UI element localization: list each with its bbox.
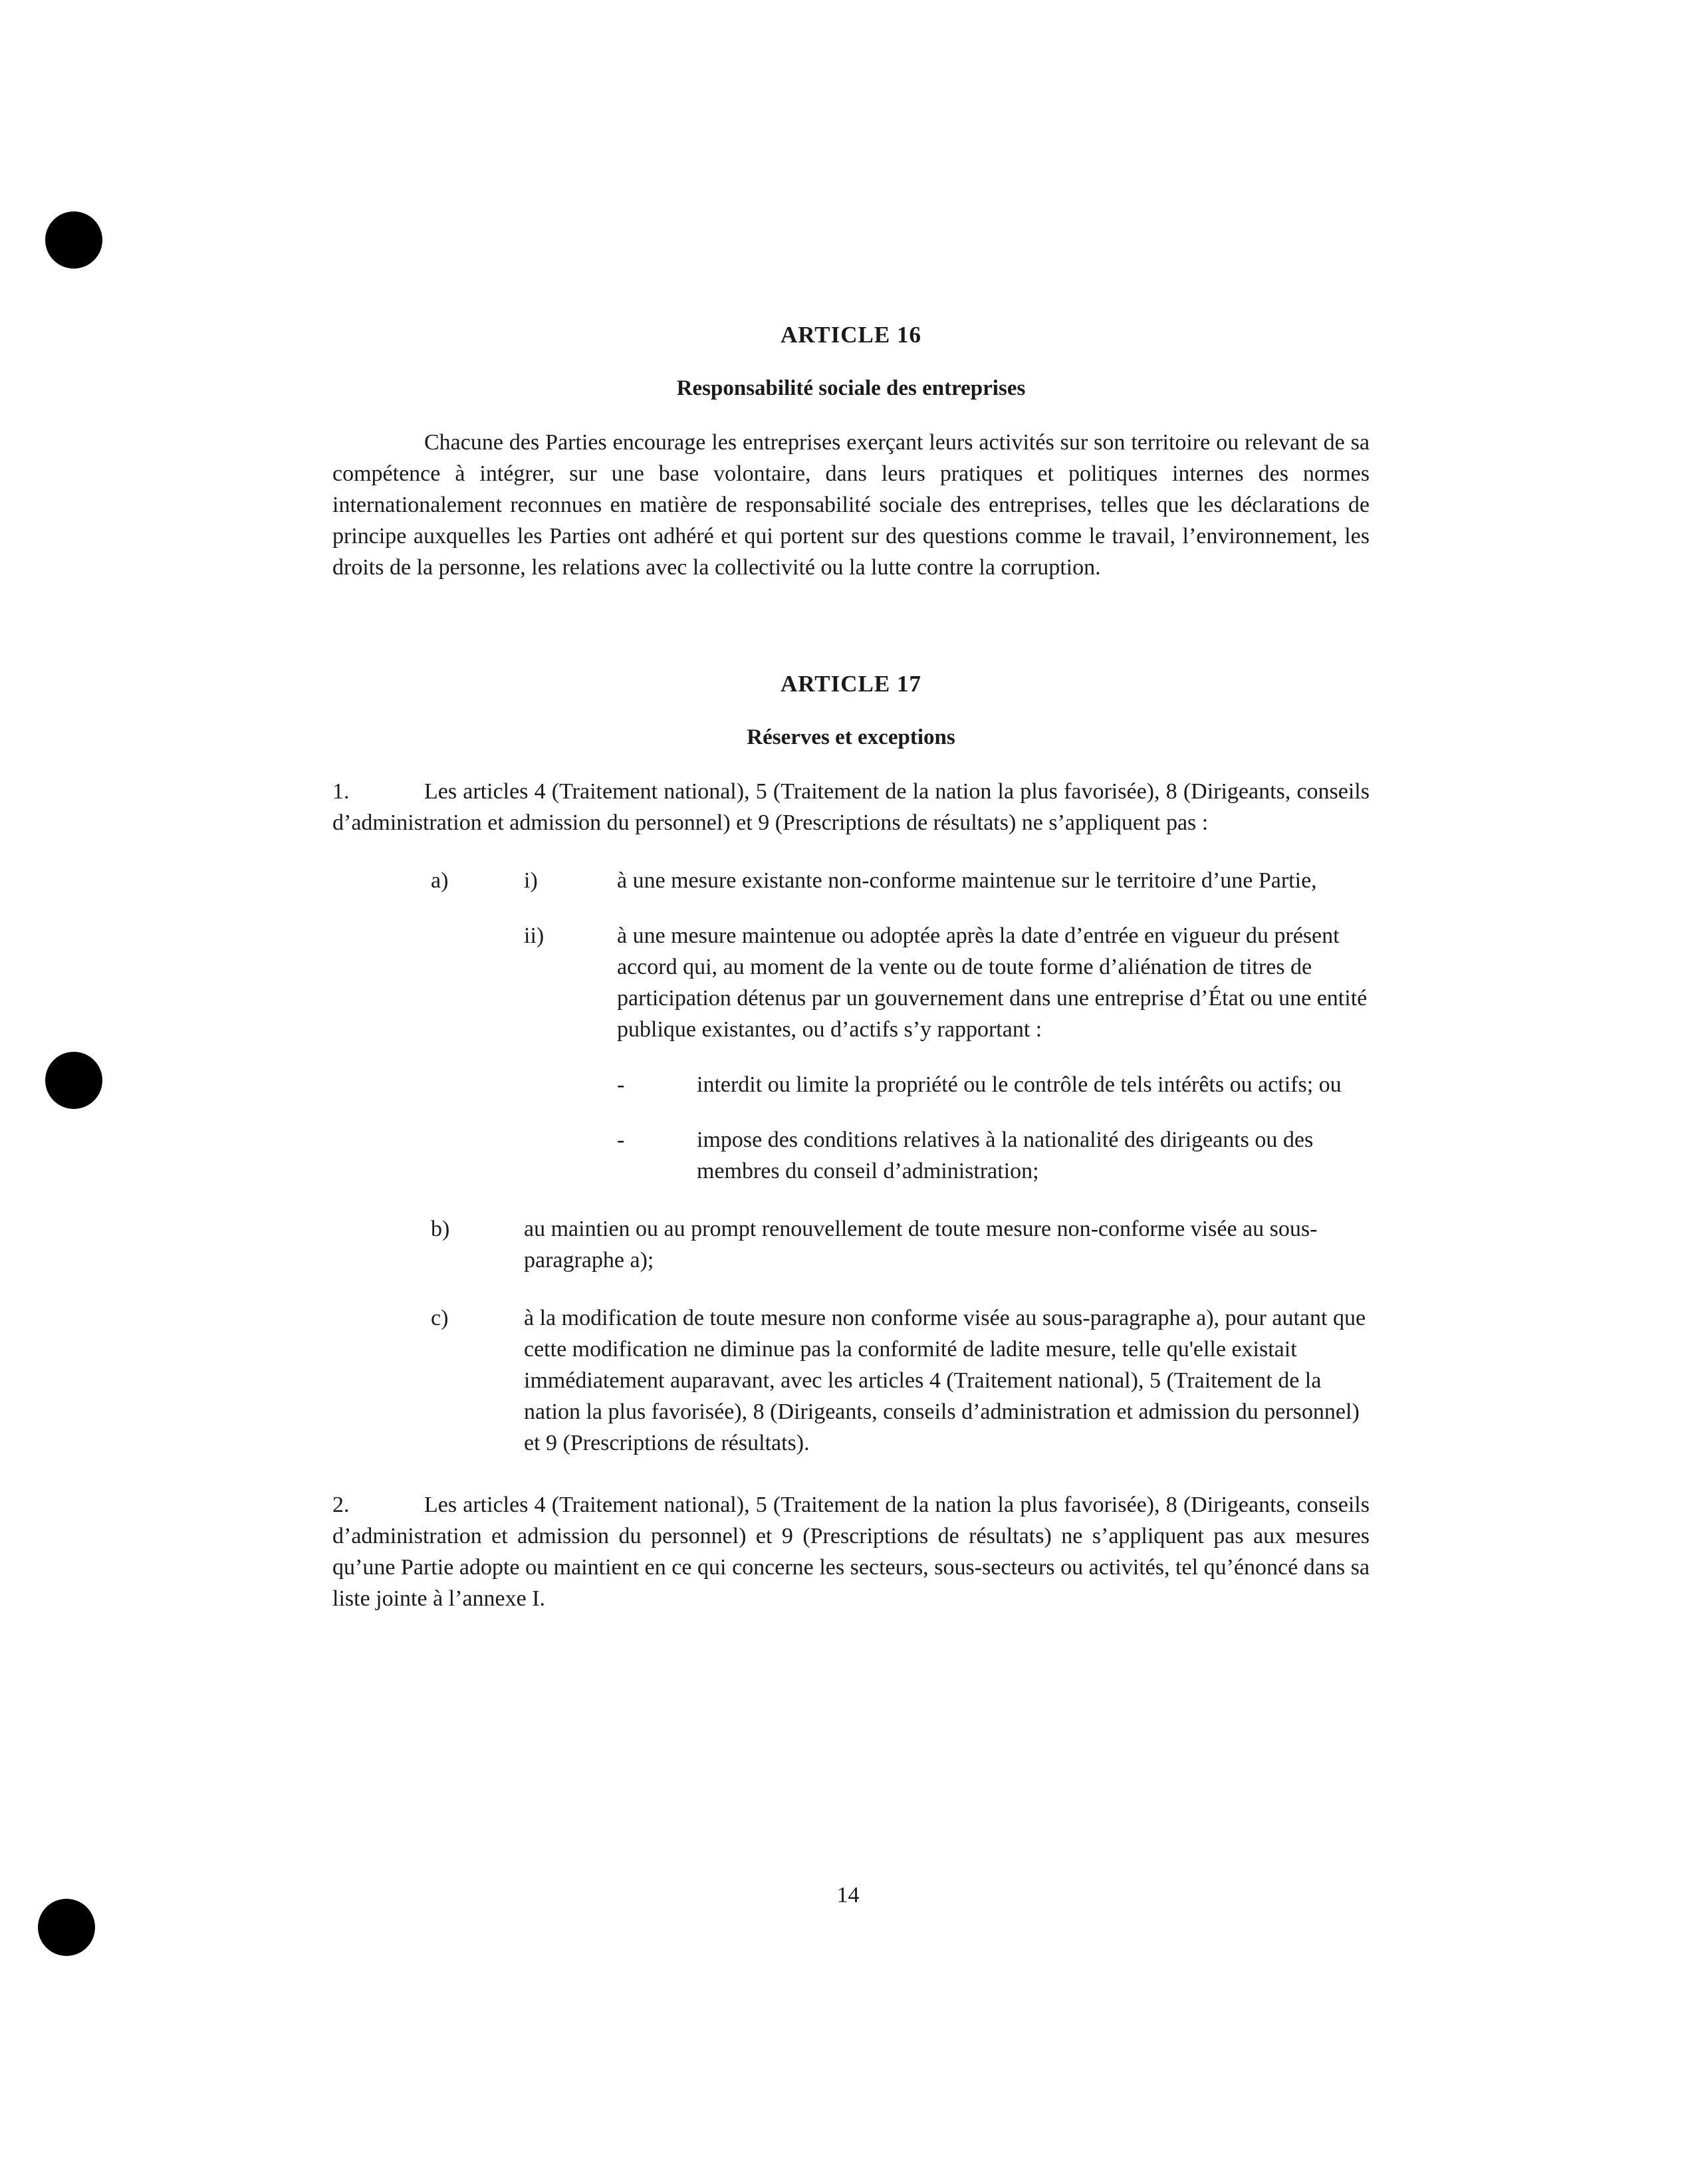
paragraph-1-body: Les articles 4 (Traitement national), 5 (Traitement de la nation la plus favorisée), 8 (Dirigeants, conseils d’administration et admission du personnel) et 9 (Prescriptions de résultats) ne s’appliquent pas : [332, 779, 1370, 835]
subparagraph-b-text: au maintien ou au prompt renouvellement de toute mesure non-conforme visée au sous-paragraphe a); [524, 1217, 1318, 1273]
article-16 [332, 319, 1370, 583]
paragraph-2-text [332, 1489, 1370, 1614]
clause-ii-item-2 [617, 1124, 1370, 1187]
clause-ii-text: à une mesure maintenue ou adoptée après la date d’entrée en vigueur du présent accord qui, au moment de la vente ou de toute forme d’aliénation de titres de participation détenus par un gouvernement dans une entreprise d’État ou une entité publique existantes, ou d’actifs s’y rapportant : [617, 923, 1368, 1042]
subparagraph-b [431, 1213, 1370, 1276]
subparagraph-a-content [524, 865, 1370, 1187]
article-16-body: Chacune des Parties encourage les entreprises exerçant leurs activités sur son territoire ou relevant de sa compétence à intégrer, sur une base volontaire, dans leurs pratiques et politiques internes des normes internationalement reconnues en matière de responsabilité sociale des entreprises, telles que les déclarations de principe auxquelles les Parties ont adhéré et qui portent sur des questions comme le travail, l’environnement, les droits de la personne, les relations avec la collectivité ou la lutte contre la corruption. [332, 430, 1370, 580]
punch-hole-middle [45, 1052, 102, 1109]
clause-ii [524, 920, 1370, 1187]
subparagraph-a [431, 865, 1370, 1187]
paragraph-2 [332, 1489, 1370, 1614]
subparagraph-b-label: b) [431, 1217, 450, 1241]
document-page [332, 319, 1370, 1614]
paragraph-2-body: Les articles 4 (Traitement national), 5 (Traitement de la nation la plus favorisée), 8 (Dirigeants, conseils d’administration et admission du personnel) et 9 (Prescriptions de résultats) ne s’appliquent pas aux mesures qu’une Partie adopte ou maintient en ce qui concerne les secteurs, sous-secteurs ou activités, tel qu’énoncé dans sa liste jointe à l’annexe I. [332, 1493, 1370, 1611]
article-17-title: ARTICLE 17 [780, 671, 921, 697]
article-17 [332, 668, 1370, 1614]
article-16-subtitle: Responsabilité sociale des entreprises [676, 376, 1026, 400]
paragraph-1 [332, 776, 1370, 1459]
dash-marker: - [617, 1128, 625, 1152]
subparagraph-c [431, 1302, 1370, 1459]
paragraph-2-number: 2. [332, 1493, 350, 1517]
article-separator [332, 583, 1370, 668]
subparagraph-c-label: c) [431, 1306, 449, 1330]
clause-ii-content [617, 920, 1370, 1187]
dash-marker: - [617, 1072, 625, 1097]
clause-i-text: à une mesure existante non-conforme maintenue sur le territoire d’une Partie, [617, 868, 1317, 893]
subparagraph-c-text: à la modification de toute mesure non conforme visée au sous-paragraphe a), pour autant que cette modification ne diminue pas la conformité de ladite mesure, telle qu'elle existait immédiatement auparavant, avec les articles 4 (Traitement national), 5 (Traitement de la nation la plus favorisée), 8 (Dirigeants, conseils d’administration et admission du personnel) et 9 (Prescriptions de résultats). [524, 1306, 1366, 1455]
clause-ii-item-1-text: interdit ou limite la propriété ou le contrôle de tels intérêts ou actifs; ou [697, 1072, 1342, 1097]
article-17-subtitle: Réserves et exceptions [747, 725, 955, 749]
punch-hole-top [45, 211, 102, 269]
clause-ii-label: ii) [524, 923, 545, 948]
paragraph-1-number: 1. [332, 779, 350, 804]
subparagraph-a-label: a) [431, 868, 449, 893]
clause-ii-item-1 [617, 1069, 1370, 1100]
clause-ii-item-2-text: impose des conditions relatives à la nationalité des dirigeants ou des membres du conseil d’administration; [697, 1128, 1314, 1183]
page-number: 14 [836, 1883, 860, 1907]
clause-i [524, 865, 1370, 896]
article-16-title: ARTICLE 16 [780, 322, 921, 348]
paragraph-1-text [332, 776, 1370, 838]
clause-i-label: i) [524, 868, 538, 893]
